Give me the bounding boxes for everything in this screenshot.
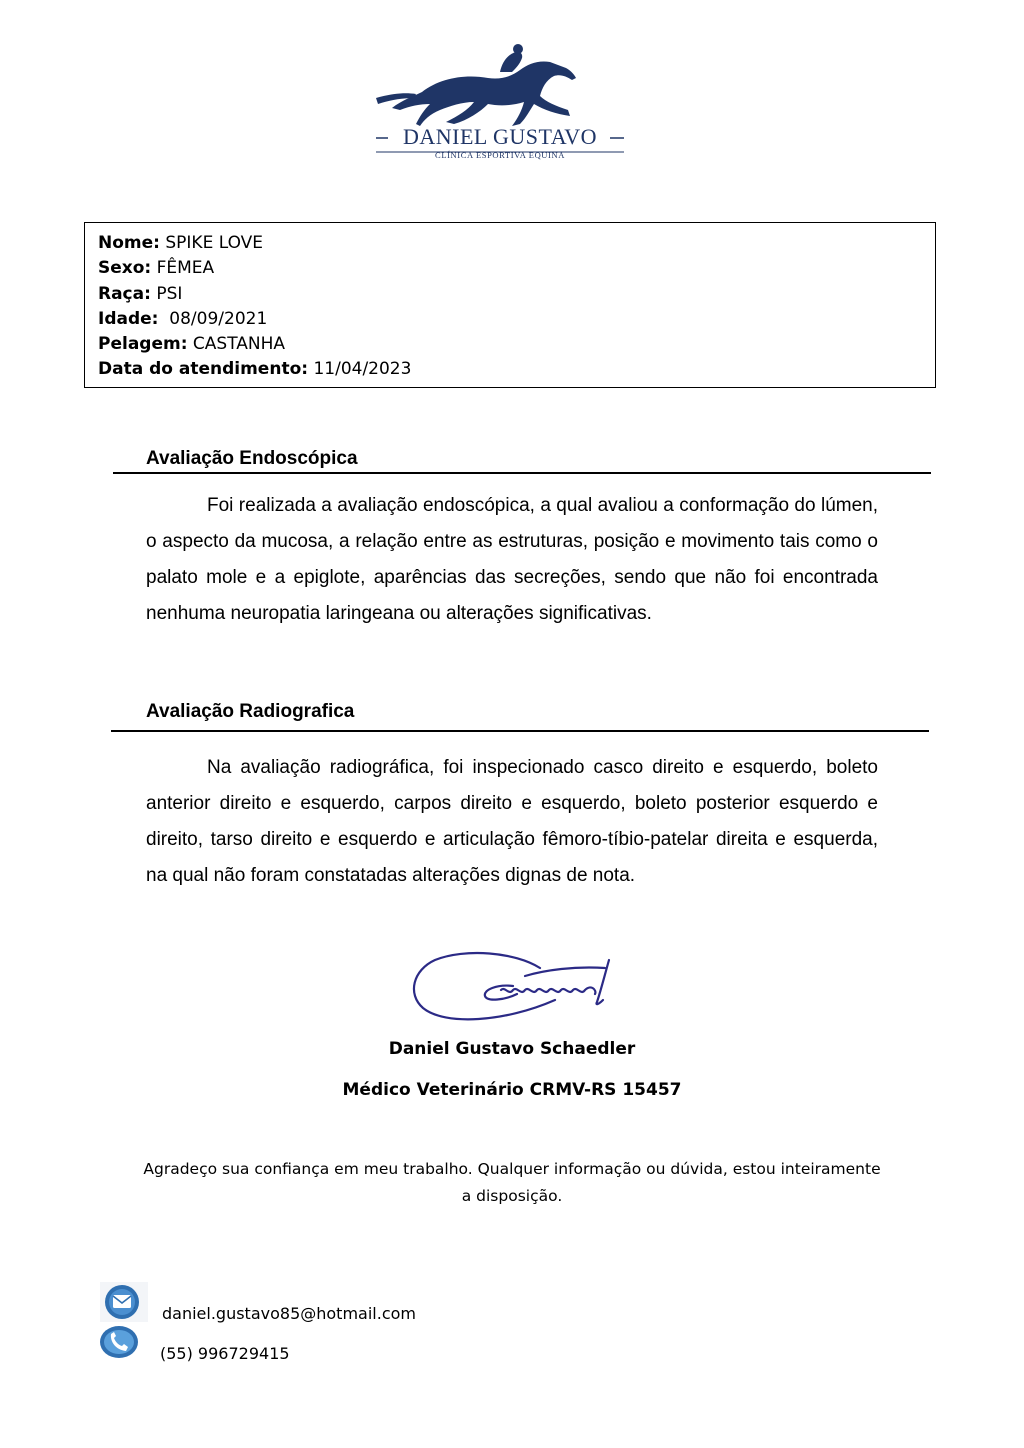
handwritten-signature [405,946,625,1036]
field-value: 11/04/2023 [313,359,412,380]
signatory-name: Daniel Gustavo Schaedler [388,1039,636,1059]
patient-sex-row [98,256,935,281]
radiography-title: Avaliação Radiografica [146,701,355,722]
contact-email: daniel.gustavo85@hotmail.com [162,1304,416,1323]
patient-info-box [84,222,936,388]
mail-icon [100,1282,148,1327]
phone-icon [98,1324,140,1365]
field-label: Sexo: [98,258,152,279]
clinic-logo [370,40,630,165]
field-label: Raça: [98,283,151,304]
field-value: FÊMEA [156,258,215,279]
patient-name-row [98,231,935,256]
patient-age-row [98,307,935,332]
field-value: PSI [156,283,183,304]
field-value: SPIKE LOVE [165,233,264,253]
contact-phone: (55) 996729415 [160,1344,290,1363]
logo-subtitle: CLÍNICA ESPORTIVA EQUINA [435,150,565,160]
field-label: Idade: [98,308,159,329]
field-value: 08/09/2021 [163,308,268,329]
radiography-divider [111,730,929,732]
endoscopy-title: Avaliação Endoscópica [146,448,358,469]
field-label: Nome: [98,233,160,253]
logo-name: DANIEL GUSTAVO [402,124,598,149]
thanks-note [140,1156,884,1210]
patient-visit-date-row [98,357,935,382]
field-label: Pelagem: [98,334,188,355]
patient-breed-row [98,282,935,307]
patient-coat-row [98,332,935,357]
endoscopy-divider [113,472,931,474]
field-value: CASTANHA [192,334,286,355]
thanks-line-2: a disposição. [461,1187,563,1205]
thanks-line-1: Agradeço sua confiança em meu trabalho. Qualquer informação ou dúvida, estou inteiramente [143,1160,881,1178]
horse-jockey-icon [376,44,576,126]
signatory-title: Médico Veterinário CRMV-RS 15457 [342,1080,682,1100]
field-label: Data do atendimento: [98,359,309,380]
radiography-text: Na avaliação radiográfica, foi inspecionado casco direito e esquerdo, boleto anterior direito e esquerdo, carpos direito e esquerdo, boleto posterior esquerdo e direito, tarso direito e esquerdo e articulação fêmoro-tíbio-patelar direita e esquerda, na qual não foram constatadas alterações dignas de nota. [146,757,878,886]
endoscopy-text: Foi realizada a avaliação endoscópica, a qual avaliou a conformação do lúmen, o aspecto da mucosa, a relação entre as estruturas, posição e movimento tais como o palato mole e a epiglote, aparências das secreções, sendo que não foi encontrada nenhuma neuropatia laringeana ou alterações significativas. [146,495,878,624]
